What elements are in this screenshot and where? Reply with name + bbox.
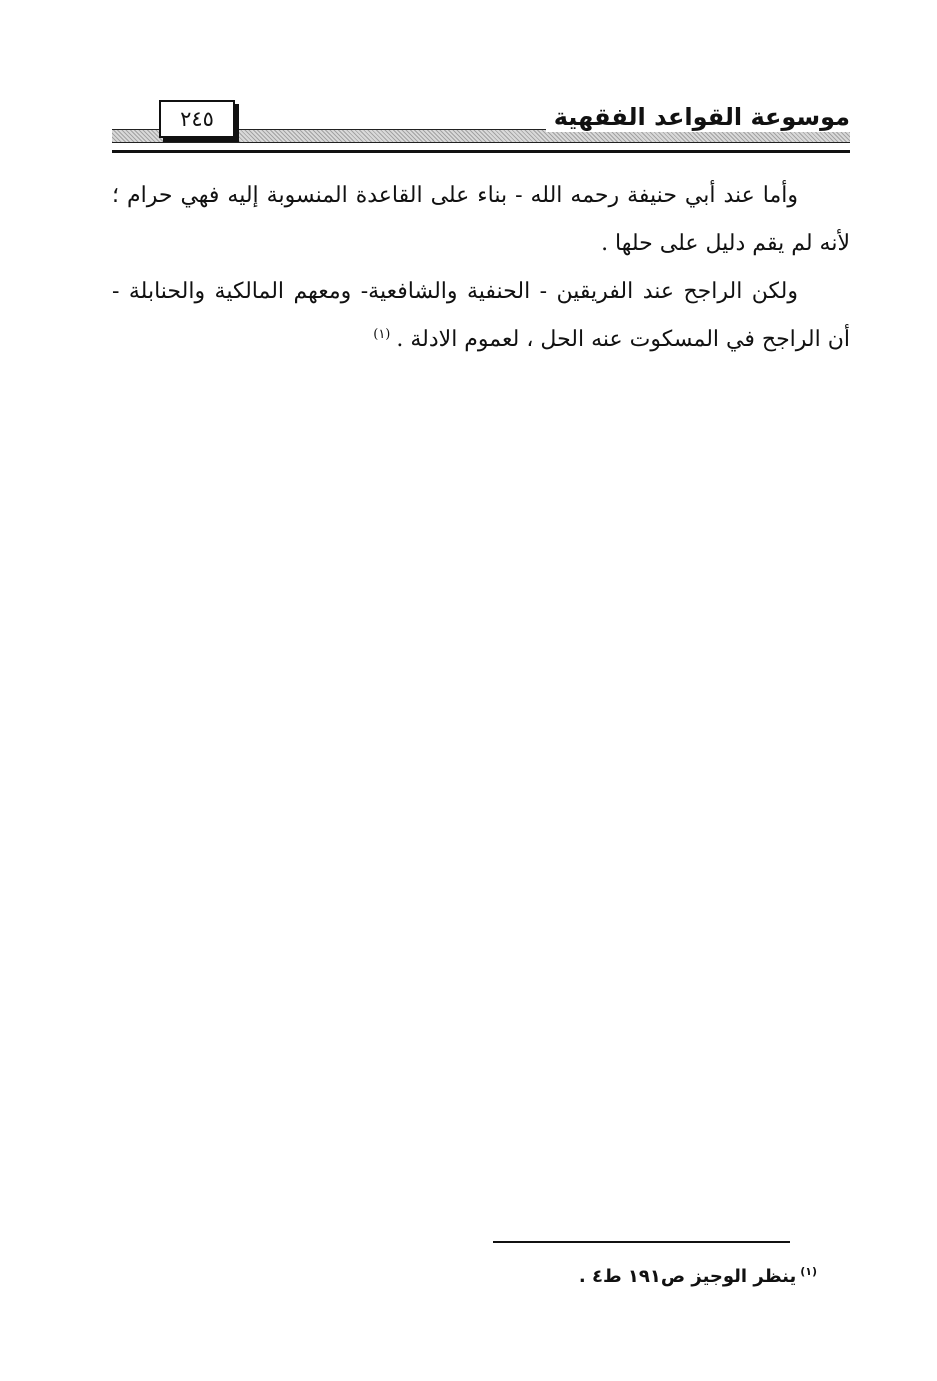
footnote-separator — [493, 1241, 790, 1243]
footnote — [579, 1262, 817, 1292]
footnote-marker: (١) — [800, 1265, 817, 1278]
footnote-reference: (١) — [373, 326, 391, 342]
footnote-text: ينظر الوجيز ص١٩١ ط٤ . — [578, 1266, 797, 1287]
paragraph — [112, 268, 850, 364]
page-header — [112, 98, 850, 158]
paragraph: وأما عند أبي حنيفة رحمه الله - بناء على القاعدة المنسوبة إليه فهي حرام ؛ لأنه لم يقم دليل على حلها . — [112, 183, 850, 256]
paragraph-text: ولكن الراجح عند الفريقين - الحنفية والشافعية- ومعهم المالكية والحنابلة - أن الراجح في المسكوت عنه الحل ، لعموم الادلة . — [112, 279, 850, 352]
page-number-box — [159, 100, 235, 138]
book-title: موسوعة القواعد الفقهية — [546, 102, 850, 132]
page-body — [112, 172, 850, 364]
page-number: ٢٤٥ — [180, 106, 214, 131]
header-rule — [112, 150, 850, 153]
